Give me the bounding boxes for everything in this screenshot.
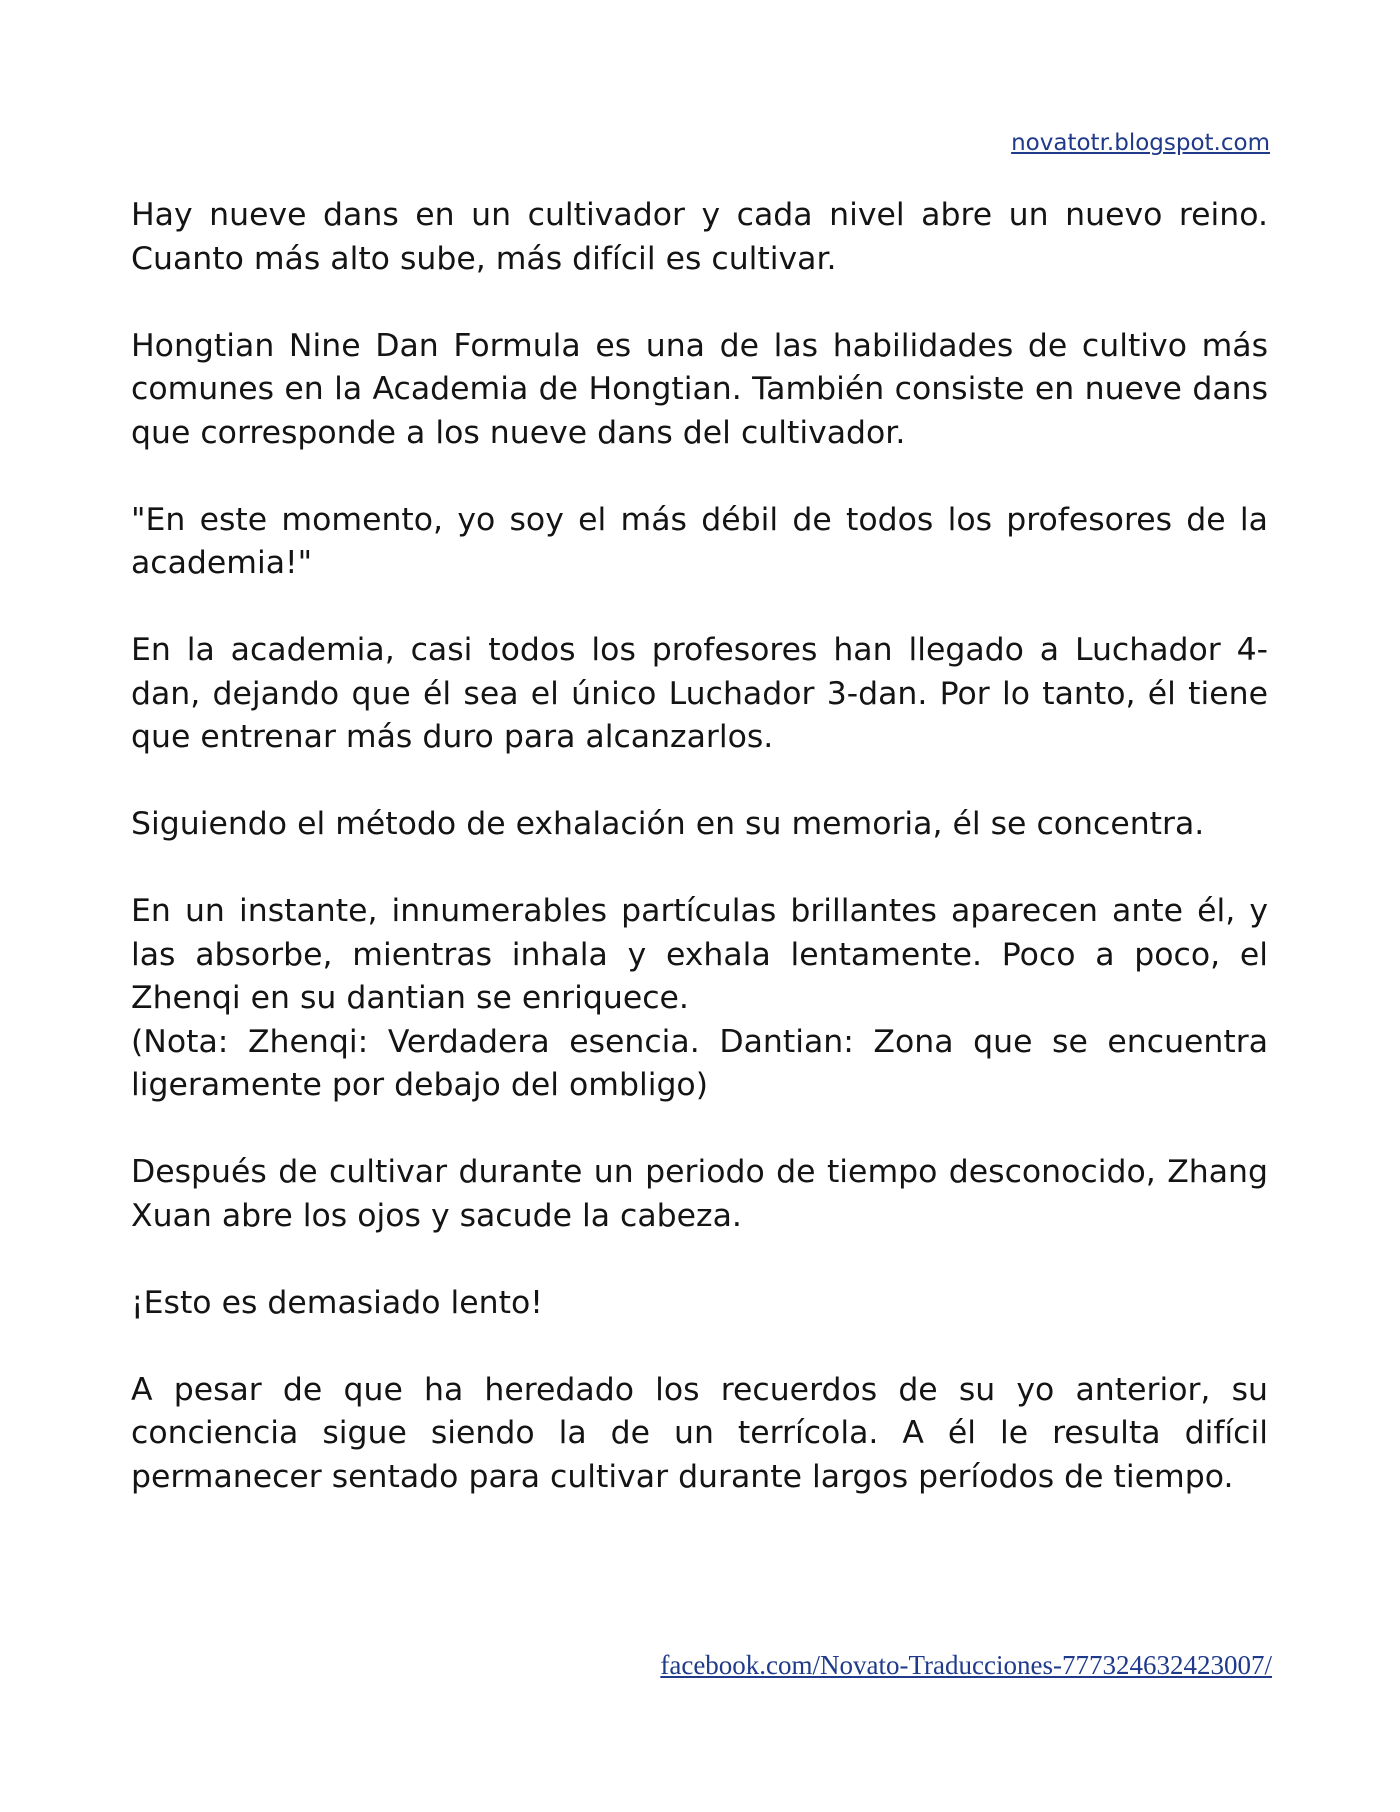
- paragraph: Hay nueve dans en un cultivador y cada nivel abre un nuevo reino. Cuanto más alto sube, más difícil es cultivar.: [131, 197, 1268, 277]
- paragraph: Después de cultivar durante un periodo de tiempo desconocido, Zhang Xuan abre los ojos y sacude la cabeza.: [131, 1154, 1268, 1234]
- chapter-body: [131, 194, 1268, 1543]
- exclamation-paragraph: ¡Esto es demasiado lento!: [131, 1284, 543, 1321]
- paragraph: A pesar de que ha heredado los recuerdos de su yo anterior, su conciencia sigue siendo la de un terrícola. A él le resulta difícil permanecer sentado para cultivar durante largos períodos de tiempo.: [131, 1371, 1268, 1495]
- paragraph: En un instante, innumerables partículas brillantes aparecen ante él, y las absorbe, mientras inhala y exhala lentamente. Poco a poco, el Zhenqi en su dantian se enriquece.: [131, 893, 1268, 1016]
- dialogue-paragraph: "En este momento, yo soy el más débil de todos los profesores de la academia!": [131, 501, 1268, 581]
- paragraph: En la academia, casi todos los profesores han llegado a Luchador 4-dan, dejando que él sea el único Luchador 3-dan. Por lo tanto, él tiene que entrenar más duro para alcanzarlos.: [131, 632, 1268, 755]
- facebook-link[interactable]: facebook.com/Novato-Traducciones-777324632423007/: [660, 1650, 1272, 1680]
- blog-link[interactable]: novatotr.blogspot.com: [1011, 130, 1270, 156]
- paragraph: Hongtian Nine Dan Formula es una de las habilidades de cultivo más comunes en la Academia de Hongtian. También consiste en nueve dans que corresponde a los nueve dans del cultivador.: [131, 327, 1268, 451]
- translator-note: (Nota: Zhenqi: Verdadera esencia. Dantian: Zona que se encuentra ligeramente por debajo del ombligo): [131, 1023, 1268, 1103]
- paragraph: Siguiendo el método de exhalación en su memoria, él se concentra.: [131, 806, 1205, 842]
